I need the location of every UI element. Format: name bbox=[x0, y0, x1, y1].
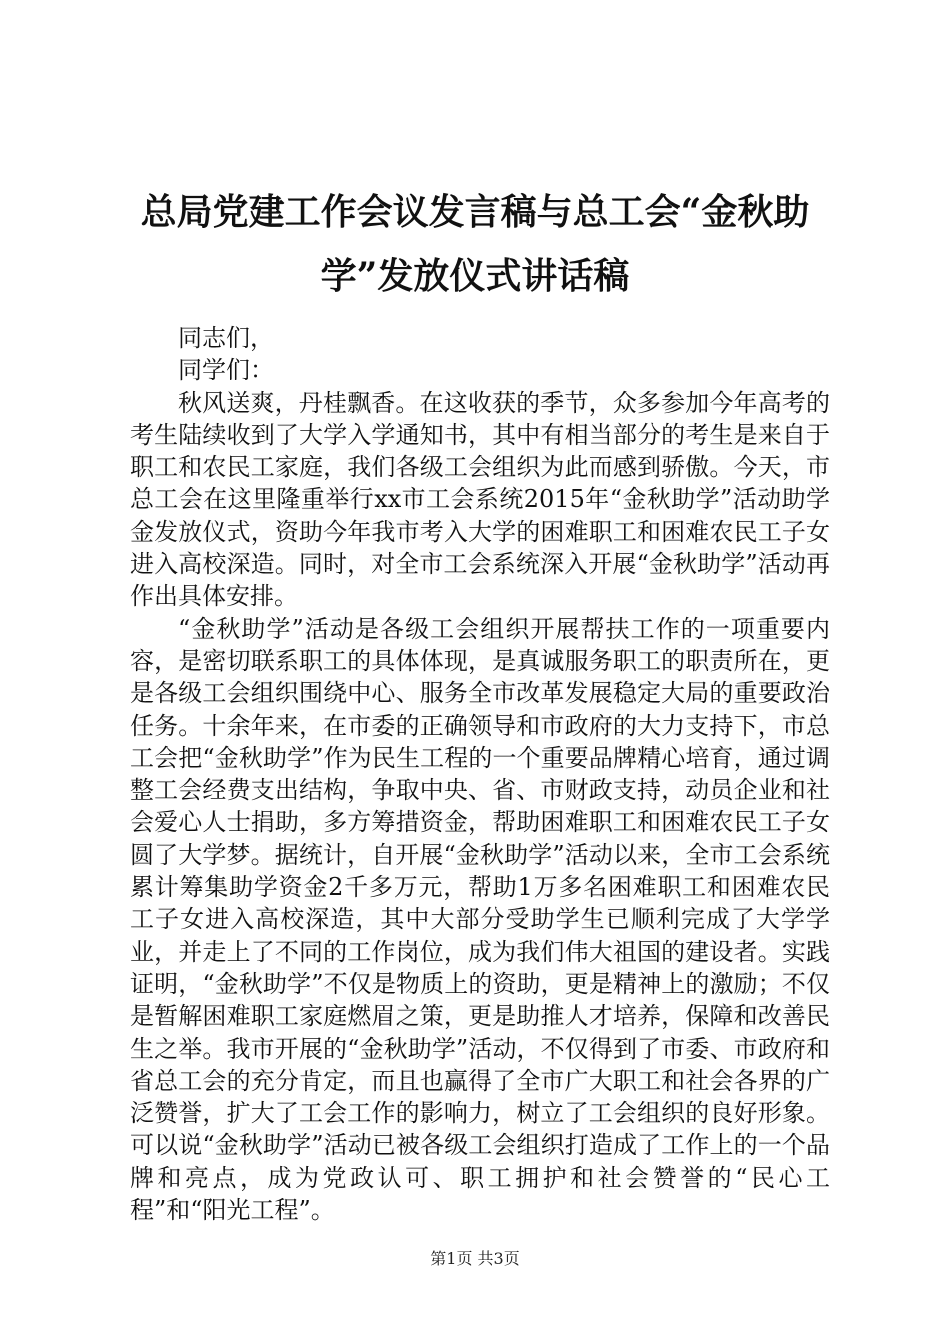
title-line-2: 学”发放仪式讲话稿 bbox=[320, 255, 630, 297]
paragraph-1: 秋风送爽，丹桂飘香。在这收获的季节，众多参加今年高考的考生陆续收到了大学入学通知书，其中有相当部分的考生是来自于职工和农民工家庭，我们各级工会组织为此而感到骄傲。今天，市总工会在这里隆重举行xx市工会系统2015年“金秋助学”活动助学金发放仪式，资助今年我市考入大学的困难职工和困难农民工子女进入高校深造。同时，对全市工会系统深入开展“金秋助学”活动再作出具体安排。 bbox=[130, 388, 830, 611]
document-title bbox=[100, 180, 850, 308]
salutation-students: 同学们： bbox=[178, 356, 274, 385]
title-line-1: 总局党建工作会议发言稿与总工会“金秋助 bbox=[140, 191, 810, 233]
paragraph-2: “金秋助学”活动是各级工会组织开展帮扶工作的一项重要内容，是密切联系职工的具体体现，是真诚服务职工的职责所在，更是各级工会组织围绕中心、服务全市改革发展稳定大局的重要政治任务。十余年来，在市委的正确领导和市政府的大力支持下，市总工会把“金秋助学”作为民生工程的一个重要品牌精心培育，通过调整工会经费支出结构，争取中央、省、市财政支持，动员企业和社会爱心人士捐助，多方筹措资金，帮助困难职工和困难农民工子女圆了大学梦。据统计，自开展“金秋助学”活动以来，全市工会系统累计筹集助学资金2千多万元，帮助1万多名困难职工和困难农民工子女进入高校深造，其中大部分受助学生已顺利完成了大学学业，并走上了不同的工作岗位，成为我们伟大祖国的建设者。实践证明，“金秋助学”不仅是物质上的资助，更是精神上的激励；不仅是暂解困难职工家庭燃眉之策，更是助推人才培养，保障和改善民生之举。我市开展的“金秋助学”活动，不仅得到了市委、市政府和省总工会的充分肯定，而且也赢得了全市广大职工和社会各界的广泛赞誉，扩大了工会工作的影响力，树立了工会组织的良好形象。可以说“金秋助学”活动已被各级工会组织打造成了工作上的一个品牌和亮点，成为党政认可、职工拥护和社会赞誉的“民心工程”和“阳光工程”。 bbox=[130, 614, 830, 1225]
document-body bbox=[130, 322, 830, 1226]
salutation-comrades: 同志们， bbox=[178, 324, 274, 352]
page-number-footer: 第1页 共3页 bbox=[430, 1249, 520, 1268]
